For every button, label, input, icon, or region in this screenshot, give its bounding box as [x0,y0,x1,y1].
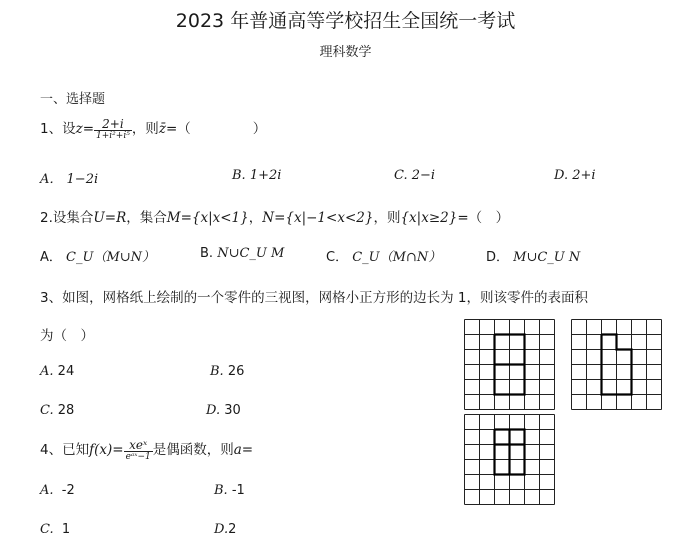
q1-z: z [75,121,83,137]
q1-option-c[interactable]: C. 2−i [394,168,436,183]
q2-option-a[interactable]: A． C_U（M∪N） [40,250,156,265]
exam-subtitle: 理科数学 [319,45,372,60]
q1-tail: ，则 [131,121,159,137]
question-1-stem [40,117,266,141]
question-2-stem: 2.设集合U=R，集合M={x|x<1}，N={x|−1<x<2}，则{x|x≥2}=（ ） [40,210,510,226]
q4-option-c[interactable]: C. 1 [40,522,71,537]
q4-option-d[interactable]: D.2 [214,522,237,537]
q2-option-c[interactable]: C． C_U（M∩N） [326,250,442,265]
q1-prefix: 1、设 [40,121,76,137]
q1-eq: = [82,121,95,137]
three-view-front [463,318,556,411]
q3-option-c[interactable]: C. 28 [40,403,75,418]
q2-option-d[interactable]: D． M∪C_U N [486,250,581,265]
q4-option-a[interactable]: A. -2 [40,483,75,498]
q1-zbar: z̄ [158,121,166,137]
question-4-stem: 4、已知f(x)= $\frac{\text{xeˣ}}{\text{eᵃˣ−1}}$ 是偶函数，则a= [40,437,254,462]
exam-title: 2023 年普通高等学校招生全国统一考试 [175,10,516,32]
q3-option-d[interactable]: D. 30 [206,403,241,418]
three-view-top [463,413,556,506]
q1-option-d[interactable]: D. 2+i [554,168,596,183]
q2-option-b[interactable]: B. N∪C_U M [200,246,285,261]
q1-eq2: =（ [165,121,191,137]
question-3-stem-line1: 3、如图，网格纸上绘制的一个零件的三视图，网格小正方形的边长为 1，则该零件的表面积 [40,290,588,306]
q1-option-b[interactable]: B. 1+2i [232,168,282,183]
q1-numerator: 2+i [102,116,124,131]
q1-option-a[interactable]: A． 1−2i [40,172,99,187]
three-view-side [570,318,663,411]
q1-close: ） [252,121,267,137]
q1-denominator: 1+i²+i⁵ [96,130,130,141]
q3-option-b[interactable]: B. 26 [210,364,245,379]
q4-fraction: $\frac{\text{xeˣ}}{\text{eᵃˣ−1}}$ [125,437,151,462]
q4-option-b[interactable]: B. -1 [214,483,245,498]
q3-option-a[interactable]: A. 24 [40,364,75,379]
section-heading: 一、选择题 [40,92,106,107]
q1-fraction [94,118,132,141]
question-3-stem-line2: 为（ ） [40,328,94,344]
